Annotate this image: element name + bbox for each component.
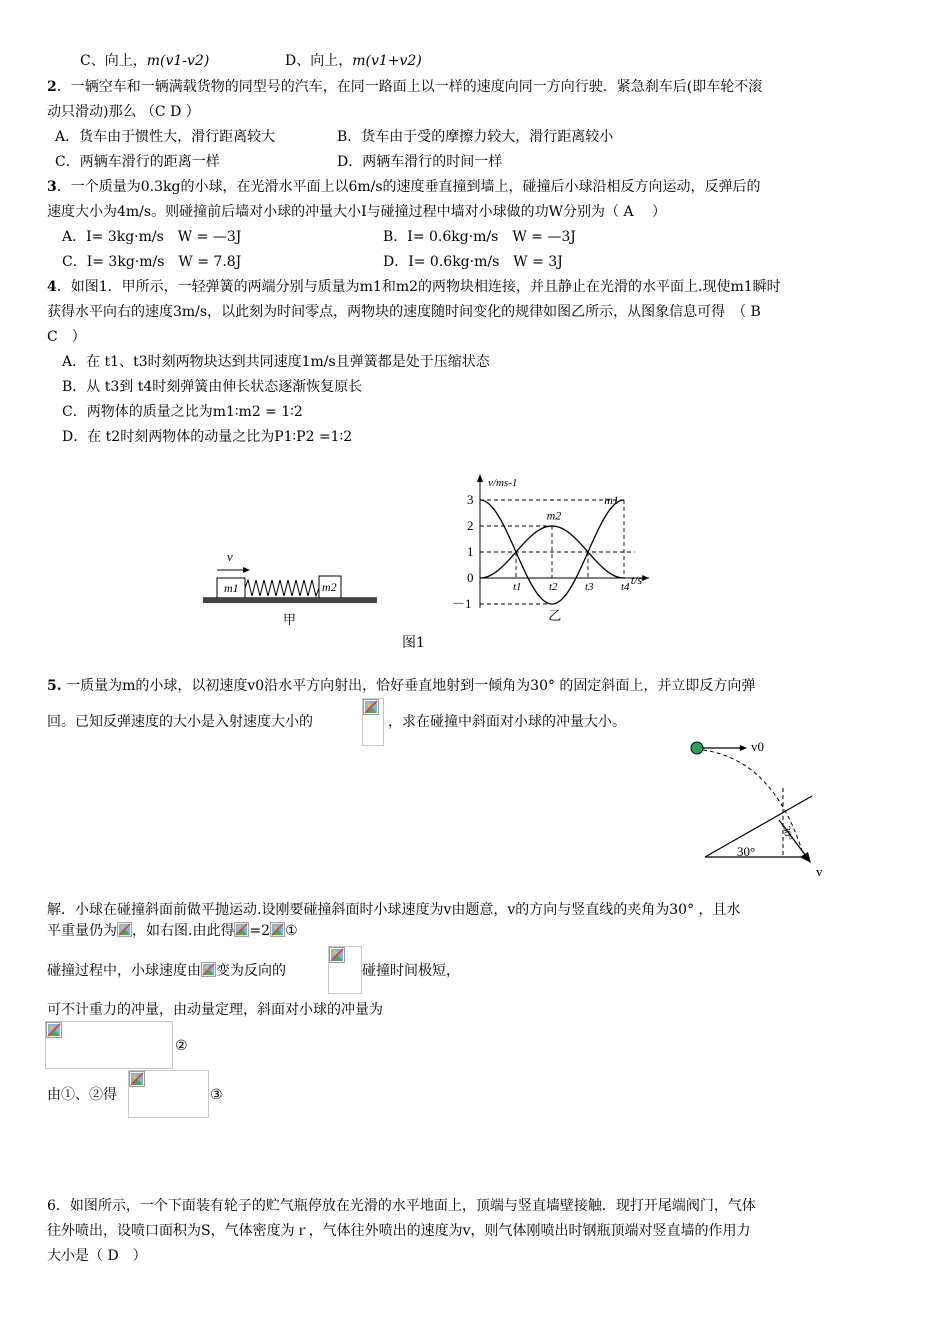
v-arrow-head [800, 852, 811, 863]
solution-line3-b: 变为反向的 [216, 963, 286, 979]
q5-stem-line2-b: ，求在碰撞中斜面对小球的冲量大小。 [388, 714, 626, 730]
q4-stem-line3: C ） [47, 329, 86, 345]
broken-image-icon [363, 699, 379, 715]
spring [245, 580, 319, 596]
figure1-caption: 图1 [402, 635, 425, 651]
impact-angle-label: 30° [780, 825, 794, 842]
q1-option-c [80, 52, 209, 70]
q4-option-d: D．在 t2时刻两物体的动量之比为P1∶P2 =1∶2 [62, 429, 353, 445]
y-tick-label: 2 [467, 518, 474, 533]
figure1-vt-graph [440, 470, 675, 628]
q2-option-c: C．两辆车滑行的距离一样 [55, 154, 220, 170]
v-label: v [816, 864, 823, 879]
q3-option-d: D．I= 0.6kg·m/s W = 3J [383, 254, 563, 270]
q1-option-d [285, 52, 422, 70]
q2-number: 2 [47, 79, 57, 95]
solution-line4: 可不计重力的冲量，由动量定理，斜面对小球的冲量为 [47, 1002, 383, 1018]
solution-impulse-equation-placeholder [45, 1021, 173, 1069]
block-m1-label: m1 [224, 581, 239, 595]
x-tick-label: t1 [513, 581, 522, 593]
broken-image-icon [329, 947, 345, 963]
figure1-right-caption: 乙 [548, 608, 562, 623]
ball [691, 742, 703, 754]
q4-number: 4 [47, 279, 57, 295]
figure2-projectile-incline [680, 730, 845, 880]
q2-stem-text: ．一辆空车和一辆满载货物的同型号的汽车，在同一路面上以一样的速度向同一方向行驶．紧急刹车后(即车轮不滚 [56, 79, 763, 95]
q3-option-c: C．I= 3kg·m/s W = 7.8J [62, 254, 242, 270]
q5-stem-line2 [47, 713, 313, 731]
q1-option-d-expr: m(v1+v2) [352, 53, 422, 69]
velocity-label: v [227, 549, 233, 564]
broken-image-icon [117, 922, 132, 937]
y-tick-label: 3 [467, 492, 474, 507]
x-axis-arrow [642, 575, 649, 581]
q6-stem-line2: 往外喷出，设喷口面积为S，气体密度为ｒ，气体往外喷出的速度为v，则气体刚喷出时钢瓶顶端对竖直墙的作用力 [47, 1223, 751, 1239]
q2-stem-line1 [47, 78, 762, 96]
solution-eq3-marker: ③ [210, 1087, 223, 1103]
x-tick-label: t4 [621, 581, 630, 593]
incline-line [705, 796, 812, 857]
incline-angle-label: 30° [737, 844, 756, 859]
solution-result-equation-placeholder [128, 1070, 209, 1118]
q3-stem-line2: 速度大小为4m/s。则碰撞前后墙对小球的冲量大小I与碰撞过程中墙对小球做的功W分别为（ A ） [47, 204, 667, 220]
solution-line2-b: ，如右图.由此得 [132, 923, 235, 939]
q2-option-a: A．货车由于惯性大，滑行距离较大 [55, 129, 276, 145]
q3-option-a: A．I= 3kg·m/s W = —3J [62, 229, 242, 245]
q4-stem-line1 [47, 278, 781, 296]
broken-image-icon [129, 1071, 145, 1087]
vt-labels [452, 477, 642, 623]
y-tick-label: 0 [467, 570, 474, 585]
q5-stem-line2-a: 回。已知反弹速度的大小是入射速度大小的 [47, 714, 313, 730]
curve-label-m1: m1 [604, 492, 619, 507]
broken-image-icon [270, 922, 285, 937]
q2-stem-line2: 动只滑动)那么 （C D ） [47, 104, 200, 120]
v0-arrow-head [740, 745, 747, 751]
solution-eq2-marker: ② [175, 1038, 188, 1054]
y-tick-label: －1 [452, 596, 472, 611]
q1-option-c-label: C、向上， [80, 53, 147, 69]
q3-number: 3 [47, 179, 57, 195]
q5-ratio-image-placeholder [362, 698, 384, 746]
q5-stem-text: 一质量为m的小球，以初速度v0沿水平方向射出，恰好垂直地射到一倾角为30° 的固定斜面上，并立即反方向弹 [61, 678, 756, 694]
q6-stem-line3: 大小是（ D ） [47, 1248, 147, 1264]
solution-line2 [47, 922, 298, 940]
solution-line1: 解．小球在碰撞斜面前做平抛运动.设刚要碰撞斜面时小球速度为v由题意，v的方向与竖直线的夹角为30° ，且水 [47, 902, 741, 918]
solution-line3-c: 碰撞时间极短， [362, 963, 460, 979]
broken-image-icon [46, 1022, 62, 1038]
solution-reverse-velocity-placeholder [328, 946, 362, 994]
q1-option-d-label: D、向上， [285, 53, 353, 69]
solution-line3-a: 碰撞过程中，小球速度由 [47, 963, 201, 979]
velocity-arrow-head [243, 567, 250, 573]
figure1-spring-system [195, 540, 385, 632]
figure1-left-caption: 甲 [283, 612, 297, 627]
q3-stem-line1 [47, 178, 761, 196]
q3-option-b: B．I= 0.6kg·m/s W = —3J [383, 229, 576, 245]
x-tick-label: t3 [585, 581, 594, 593]
ground-hatch [203, 598, 377, 603]
solution-line6: 由①、②得 [47, 1087, 117, 1103]
q1-option-c-expr: m(v1-v2) [146, 53, 210, 69]
y-axis-arrow [477, 474, 483, 482]
q4-option-a: A．在 t1、t3时刻两物块达到共同速度1m/s且弹簧都是处于压缩状态 [62, 354, 490, 370]
trajectory-dashed [703, 750, 804, 857]
q4-stem-line2: 获得水平向右的速度3m/s，以此刻为时间零点，两物块的速度随时间变化的规律如图乙所示，从图象信息可得 （ B [47, 304, 761, 320]
v0-label: v0 [751, 739, 764, 754]
solution-line2-c: =2 [249, 923, 271, 939]
q4-option-c: C．两物体的质量之比为m1∶m2 = 1∶2 [62, 404, 303, 420]
solution-line2-d: ① [285, 923, 298, 939]
q4-option-b: B．从 t3到 t4时刻弹簧由伸长状态逐渐恢复原长 [62, 379, 363, 395]
y-axis-label: v/ms-1 [488, 477, 518, 489]
x-tick-label: t2 [549, 581, 558, 593]
q5-number: 5. [47, 678, 62, 694]
q3-stem-text: ．一个质量为0.3kg的小球，在光滑水平面上以6m/s的速度垂直撞到墙上，碰撞后小球沿相反方向运动，反弹后的 [56, 179, 761, 195]
q4-stem-text: ．如图1．甲所示，一轻弹簧的两端分别与质量为m1和m2的两物块相连接，并且静止在光滑的水平面上.现使m1瞬时 [56, 279, 781, 295]
broken-image-icon [234, 922, 249, 937]
q2-option-b: B．货车由于受的摩擦力较大，滑行距离较小 [337, 129, 614, 145]
q5-stem-line1 [47, 677, 755, 695]
q6-stem-line1: 6．如图所示，一个下面装有轮子的贮气瓶停放在光滑的水平地面上，顶端与竖直墙壁接触．现打开尾端阀门，气体 [47, 1198, 756, 1214]
broken-image-icon [201, 962, 216, 977]
solution-line3 [47, 962, 286, 980]
q2-option-d: D．两辆车滑行的时间一样 [337, 154, 503, 170]
curve-label-m2: m2 [546, 508, 562, 523]
block-m2-label: m2 [322, 580, 337, 594]
solution-line2-a: 平重量仍为 [47, 923, 117, 939]
y-tick-label: 1 [467, 544, 474, 559]
x-axis-label: t/s [630, 573, 643, 587]
